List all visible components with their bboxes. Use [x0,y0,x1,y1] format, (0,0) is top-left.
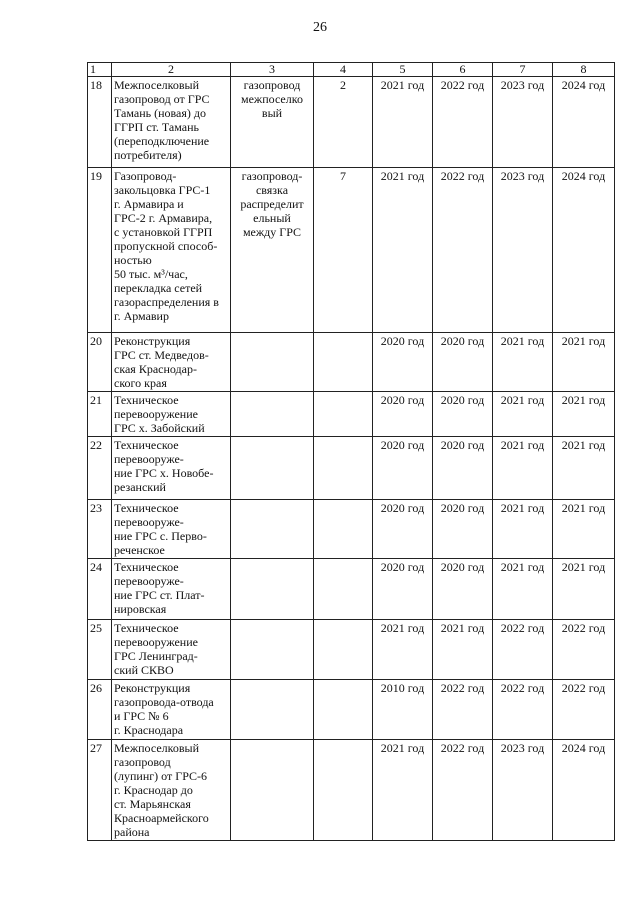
year-cell: 2020 год [373,333,433,392]
table-row [88,620,615,680]
year-cell: 2022 год [553,620,615,680]
year-cell: 2022 год [553,680,615,740]
year-cell: 2022 год [433,740,493,841]
table-row [88,559,615,620]
year-cell: 2010 год [373,680,433,740]
year-cell: 2024 год [553,740,615,841]
year-cell: 2021 год [493,437,553,500]
value-cell: 7 [314,168,373,333]
year-cell: 2022 год [493,680,553,740]
row-number: 26 [88,680,112,740]
year-cell: 2021 год [493,333,553,392]
data-table [87,62,615,841]
object-type [231,333,314,392]
table-row [88,168,615,333]
header-cell: 4 [314,63,373,77]
value-cell [314,333,373,392]
object-name: Реконструкция ГРС ст. Медведов- ская Краснодар- ского края [112,333,231,392]
year-cell: 2023 год [493,77,553,168]
table-row [88,333,615,392]
value-cell [314,620,373,680]
value-cell [314,559,373,620]
value-cell [314,500,373,559]
header-cell: 8 [553,63,615,77]
year-cell: 2021 год [373,168,433,333]
header-row [88,63,615,77]
object-type: газопровод- связка распределит ельный между ГРС [231,168,314,333]
table-row [88,740,615,841]
year-cell: 2021 год [373,740,433,841]
row-number: 27 [88,740,112,841]
year-cell: 2020 год [433,333,493,392]
object-name: Межпоселковый газопровод (лупинг) от ГРС-6 г. Краснодар до ст. Марьянская Красноармейского района [112,740,231,841]
object-name: Межпоселковый газопровод от ГРС Тамань (новая) до ГГРП ст. Тамань (переподключение потребителя) [112,77,231,168]
year-cell: 2021 год [493,392,553,437]
year-cell: 2022 год [493,620,553,680]
object-type: газопровод межпоселко вый [231,77,314,168]
row-number: 20 [88,333,112,392]
header-cell: 5 [373,63,433,77]
row-number: 23 [88,500,112,559]
object-name: Техническое перевооруже- ние ГРС с. Перво- реченское [112,500,231,559]
header-cell: 1 [88,63,112,77]
year-cell: 2021 год [433,620,493,680]
header-cell: 6 [433,63,493,77]
year-cell: 2021 год [553,392,615,437]
year-cell: 2022 год [433,77,493,168]
row-number: 24 [88,559,112,620]
header-cell: 2 [112,63,231,77]
row-number: 25 [88,620,112,680]
object-name: Техническое перевооруже- ние ГРС ст. Плат- нировская [112,559,231,620]
object-type [231,437,314,500]
object-type [231,500,314,559]
year-cell: 2022 год [433,680,493,740]
value-cell: 2 [314,77,373,168]
year-cell: 2020 год [373,500,433,559]
year-cell: 2020 год [373,559,433,620]
object-name: Реконструкция газопровода-отвода и ГРС № 6 г. Краснодара [112,680,231,740]
year-cell: 2021 год [493,500,553,559]
year-cell: 2021 год [553,437,615,500]
value-cell [314,392,373,437]
year-cell: 2021 год [553,559,615,620]
object-type [231,740,314,841]
year-cell: 2020 год [433,437,493,500]
object-type [231,392,314,437]
header-cell: 7 [493,63,553,77]
value-cell [314,680,373,740]
row-number: 21 [88,392,112,437]
object-name: Техническое перевооруже- ние ГРС х. Новобе- резанский [112,437,231,500]
year-cell: 2021 год [373,77,433,168]
year-cell: 2021 год [373,620,433,680]
header-cell: 3 [231,63,314,77]
table-row [88,500,615,559]
year-cell: 2024 год [553,168,615,333]
year-cell: 2023 год [493,168,553,333]
year-cell: 2020 год [373,437,433,500]
table-row [88,392,615,437]
row-number: 22 [88,437,112,500]
year-cell: 2021 год [553,333,615,392]
value-cell [314,740,373,841]
table-row [88,77,615,168]
year-cell: 2023 год [493,740,553,841]
year-cell: 2024 год [553,77,615,168]
object-type [231,620,314,680]
object-name: Техническое перевооружение ГРС Ленинград- ский СКВО [112,620,231,680]
value-cell [314,437,373,500]
year-cell: 2021 год [553,500,615,559]
year-cell: 2021 год [493,559,553,620]
object-name: Газопровод- закольцовка ГРС-1 г. Армавира и ГРС-2 г. Армавира, с установкой ГГРП пропускной способ- ностью 50 тыс. м³/час, перекладка сетей газораспределения в г. Армавир [112,168,231,333]
object-name: Техническое перевооружение ГРС х. Забойский [112,392,231,437]
year-cell: 2020 год [373,392,433,437]
object-type [231,559,314,620]
table-row [88,680,615,740]
year-cell: 2020 год [433,392,493,437]
table-row [88,437,615,500]
year-cell: 2022 год [433,168,493,333]
year-cell: 2020 год [433,500,493,559]
object-type [231,680,314,740]
page-number: 26 [313,20,327,35]
row-number: 19 [88,168,112,333]
row-number: 18 [88,77,112,168]
year-cell: 2020 год [433,559,493,620]
